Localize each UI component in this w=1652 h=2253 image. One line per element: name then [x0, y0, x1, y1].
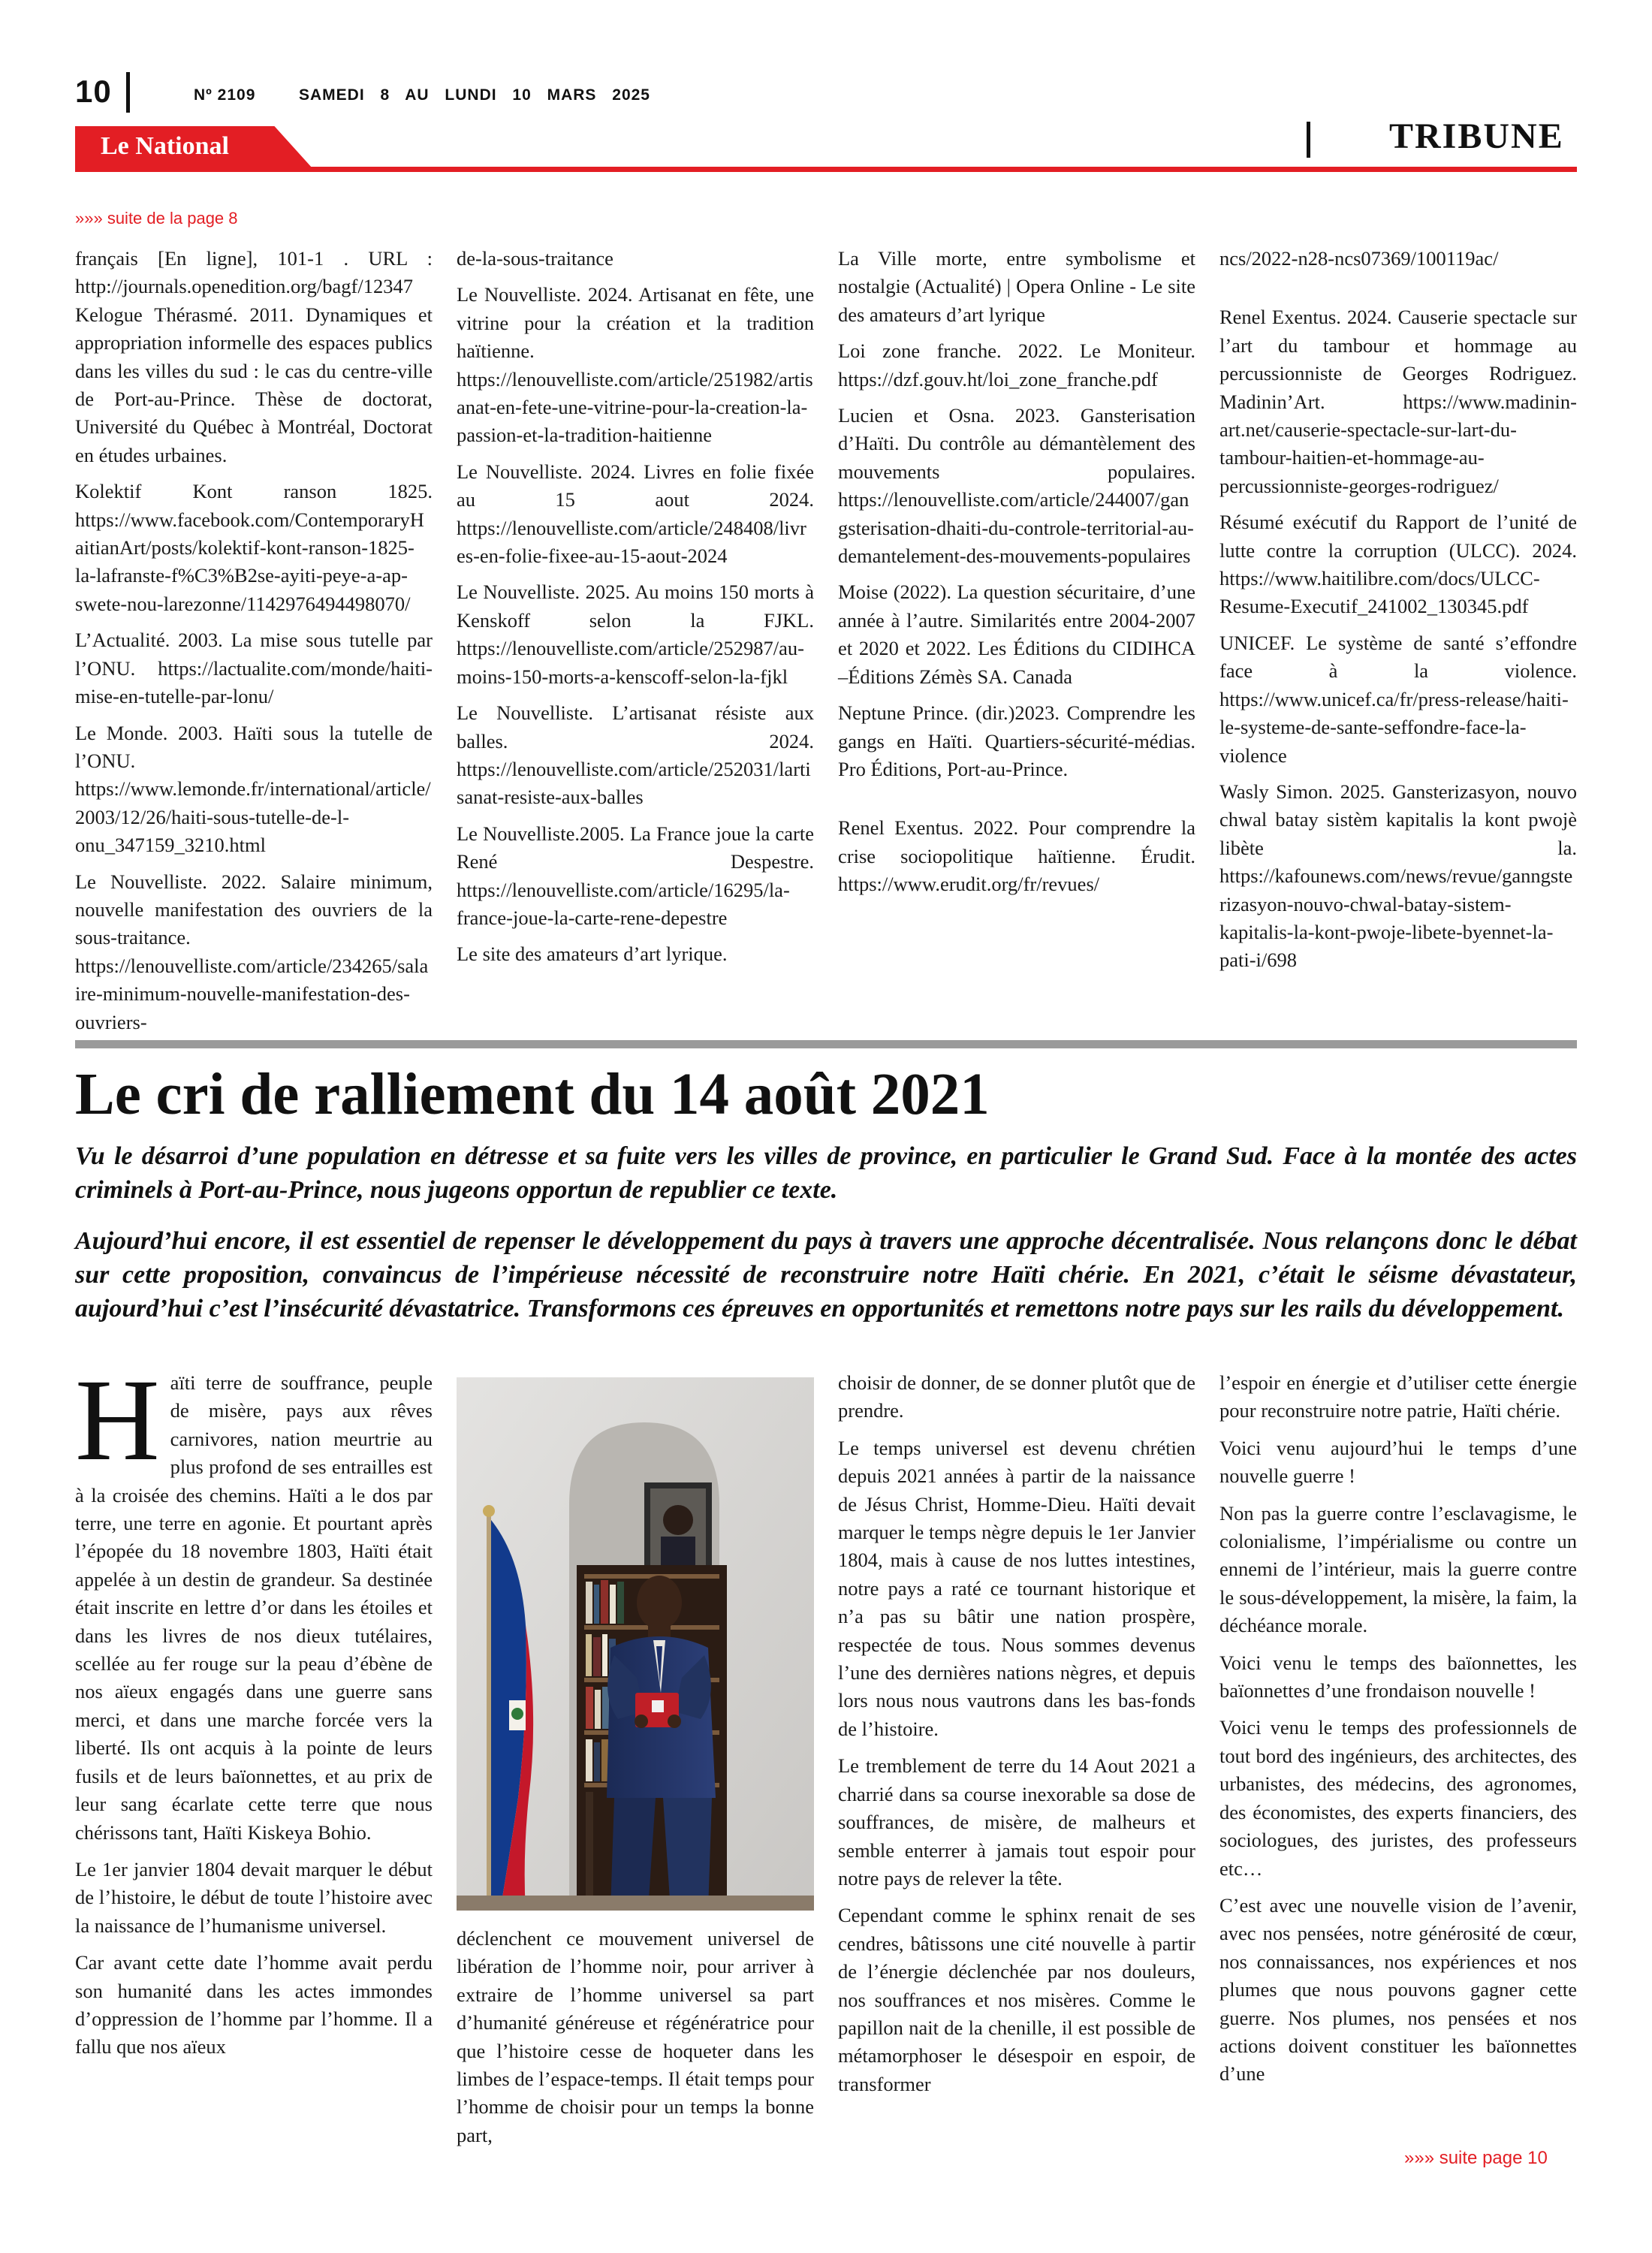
article-column-2 — [457, 1925, 814, 2158]
reference-entry: Kolektif Kont ranson 1825. https://www.facebook.com/ContemporaryHaitianArt/posts/kolektif-kont-ranson-1825-la-lafranste-f%C3%B2se-ayiti-peye-a-ap-swete-nou-larezonne/1142976494498070/ — [75, 480, 433, 615]
reference-entry: Neptune Prince. (dir.)2023. Comprendre les gangs en Haïti. Quartiers-sécurité-médias. Pro Éditions, Port-au-Prince. — [838, 701, 1195, 780]
reference-entry: Wasly Simon. 2025. Gansterizasyon, nouvo chwal batay sistèm kapitalis la kont pwojè libète la. https://kafounews.com/news/revue/ganngsterizasyon-nouvo-chwal-batay-sistem-kapitalis-la-kont-pwoje-libete-byennet-la-pati-i/698 — [1219, 780, 1577, 972]
reference-entry: Le Nouvelliste. 2022. Salaire minimum, nouvelle manifestation des ouvriers de la sous-traitance. https://lenouvelliste.com/article/234265/salaire-minimum-nouvelle-manifestation-des-ouvriers- — [75, 870, 433, 1033]
reference-entry: Le Monde. 2003. Haïti sous la tutelle de l’ONU. https://www.lemonde.fr/international/article/2003/12/26/haiti-sous-tutelle-de-l-onu_347159_3210.html — [75, 721, 433, 857]
references-column-2 — [457, 245, 814, 977]
reference-entry: Renel Exentus. 2022. Pour comprendre la crise sociopolitique haïtienne. Érudit. https://www.erudit.org/fr/revues/ — [838, 816, 1195, 896]
reference-entry: UNICEF. Le système de santé s’effondre face à la violence. https://www.unicef.ca/fr/press-release/haiti-le-systeme-de-sante-seffondre-face-la-violence — [1219, 631, 1577, 767]
reference-entry: de-la-sous-traitance — [457, 247, 613, 270]
reference-entry: Le Nouvelliste. 2024. Artisanat en fête, une vitrine pour la création et la tradition haïtienne. https://lenouvelliste.com/article/251982/artisanat-en-fete-une-vitrine-pour-la-creation-la-passion-et-la-tradition-haitienne — [457, 283, 814, 447]
article-paragraph: l’espoir en énergie et d’utiliser cette énergie pour reconstruire notre patrie, Haïti chérie. — [1219, 1371, 1577, 1422]
reference-entry: Loi zone franche. 2022. Le Moniteur. https://dzf.gouv.ht/loi_zone_franche.pdf — [838, 339, 1195, 391]
article-paragraph: Le temps universel est devenu chrétien depuis 2021 années à partir de la naissance de Jésus Christ, Homme-Dieu. Haïti devait marquer le temps nègre depuis le 1er Janvier 1804, mais à cause de nos luttes intestines, notre pays a raté ce tournant historique et n’a pas su bâtir une nation prospère, respectée de tous. Nous sommes devenus l’une des dernières nations nègres, et depuis lors nous nous vautrons dans les bas-fonds de l’histoire. — [838, 1436, 1195, 1740]
reference-entry: Le Nouvelliste.2005. La France joue la carte René Despestre. https://lenouvelliste.com/article/16295/la-france-joue-la-carte-rene-depestre — [457, 822, 814, 929]
article-paragraph: Voici venu aujourd’hui le temps d’une nouvelle guerre ! — [1219, 1436, 1577, 1488]
article-paragraph: C’est avec une nouvelle vision de l’avenir, avec nos pensées, notre générosité de cœur, nos connaissances, nos expériences et nos plumes que nous pouvons gagner cette guerre. Nos plumes, nos pensées et nos actions doivent constituer les baïonnettes d’une — [1219, 1893, 1577, 2086]
article-headline: Le cri de ralliement du 14 août 2021 — [75, 1062, 990, 1127]
continued-on-label: »»» suite page 10 — [1404, 2148, 1548, 2168]
article-paragraph: choisir de donner, de se donner plutôt que de prendre. — [838, 1371, 1195, 1422]
article-divider — [75, 1040, 1577, 1048]
article-paragraph: Car avant cette date l’homme avait perdu son humanité dans les actes immondes d’oppression de l’homme par l’homme. Il a fallu que nos aïeux — [75, 1951, 433, 2058]
paragraph-text: aïti terre de souffrance, peuple de misère, pays aux rêves carnivores, nation meurtrie au plus profond de ses entrailles est à la croisée des chemins. Haïti a le dos par terre, une terre en agonie. Et pourtant après l’épopée du 18 novembre 1803, Haïti était appelée à un destin de grandeur. Sa destinée était inscrite en lettre d’or dans les étoiles et dans les livres de nos dieux tutélaires, scellée au fer rouge sur la peau d’ébène de nos aïeux engagés dans une guerre sans merci, et dans une marche forcée vers la liberté. Ils ont acquis à la pointe de leurs fusils et de leurs baïonnettes, et au prix de leur sang écarlate cette terre que nous chérissons tant, Haïti Kiskeya Bohio. — [75, 1371, 433, 1844]
reference-entry: Le Nouvelliste. 2025. Au moins 150 morts à Kenskoff selon la FJKL. https://lenouvelliste.com/article/252987/au-moins-150-morts-a-kenscoff-selon-la-fjkl — [457, 581, 814, 688]
reference-entry: Résumé exécutif du Rapport de l’unité de lutte contre la corruption (ULCC). 2024. https://www.haitilibre.com/docs/ULCC-Resume-Executif_241002_130345.pdf — [1219, 511, 1577, 618]
page-number: 10 — [75, 74, 112, 109]
article-paragraph: Le 1er janvier 1804 devait marquer le début de l’histoire, le début de toute l’histoire avec la naissance de l’humanisme universel. — [75, 1857, 433, 1937]
reference-entry: La Ville morte, entre symbolisme et nostalgie (Actualité) | Opera Online - Le site des amateurs d’art lyrique — [838, 247, 1195, 326]
header-rule — [75, 167, 1577, 172]
article-column-4 — [1219, 1369, 1577, 2098]
reference-entry: ncs/2022-n28-ncs07369/100119ac/ — [1219, 247, 1499, 270]
article-column-1 — [75, 1355, 433, 2071]
article-paragraph: Voici venu le temps des baïonnettes, les baïonnettes d’une frondaison nouvelle ! — [1219, 1651, 1577, 1703]
article-paragraph: déclenchent ce mouvement universel de libération de l’homme noir, pour arriver à extraire de l’homme universel sa part d’humanité généreuse et régénératrice pour que l’histoire cesse de hoqueter dans les limbes de l’espace-temps. Il était temps pour l’homme de choisir pour un temps la bonne part, — [457, 1927, 814, 2146]
article-paragraph — [75, 1355, 433, 1847]
section-divider — [1307, 122, 1310, 158]
article-intro: Aujourd’hui encore, il est essentiel de repenser le développement du pays à travers une approche décentralisée. Nous relançons donc le débat sur cette proposition, convaincus de l’impérieuse nécessité de reconstruire notre Haïti chérie. En 2021, c’était le séisme dévastateur, aujourd’hui c’est l’insécurité dévastatrice. Transformons ces épreuves en opportunités et remettons notre pays sur les rails du développement. — [75, 1227, 1577, 1323]
continued-from: »»» suite de la page 8 — [75, 209, 238, 228]
article-photo — [457, 1377, 814, 1911]
newspaper-logo: Le National — [101, 132, 229, 160]
article-intro: Vu le désarroi d’une population en détresse et sa fuite vers les villes de province, en particulier le Grand Sud. Face à la montée des actes criminels à Port-au-Prince, nous jugeons opportun de republier ce texte. — [75, 1142, 1577, 1204]
reference-entry: L’Actualité. 2003. La mise sous tutelle par l’ONU. https://lactualite.com/monde/haiti-mise-en-tutelle-par-lonu/ — [75, 629, 433, 708]
section-title: TRIBUNE — [1389, 116, 1564, 156]
article-paragraph: Le tremblement de terre du 14 Aout 2021 a charrié dans sa course inexorable sa dose de souffrances, de misère, de malheurs et semble enterrer à jamais tout espoir pour notre pays de relever la tête. — [838, 1754, 1195, 1890]
reference-entry: Lucien et Osna. 2023. Gansterisation d’Haïti. Du contrôle au démantèlement des mouvements populaires. https://lenouvelliste.com/article/244007/gangsterisation-dhaiti-du-controle-territorial-au-demantelement-des-mouvements-populaires — [838, 404, 1195, 568]
references-column-1 — [75, 245, 433, 1045]
drop-cap: H — [75, 1355, 160, 1485]
issue-number: Nº 2109 — [194, 86, 256, 104]
reference-entry: Le site des amateurs d’art lyrique. — [457, 943, 728, 966]
continued-on — [1404, 2148, 1548, 2169]
references-column-4 — [1219, 245, 1577, 983]
page-number-divider — [126, 72, 130, 113]
article-column-3 — [838, 1369, 1195, 2107]
issue-date: SAMEDI 8 AU LUNDI 10 MARS 2025 — [299, 86, 650, 104]
reference-entry: Le Nouvelliste. L’artisanat résiste aux balles. 2024. https://lenouvelliste.com/article/252031/lartisanat-resiste-aux-balles — [457, 701, 814, 809]
reference-entry: Renel Exentus. 2024. Causerie spectacle sur l’art du tambour et hommage au percussionniste de Georges Rodriguez. Madinin’Art. https://www.madinin-art.net/causerie-spectacle-sur-lart-du-tambour-haitien-et-hommage-au-percussionniste-georges-rodriguez/ — [1219, 306, 1577, 497]
article-paragraph: Voici venu le temps des professionnels de tout bord des ingénieurs, des architectes, des urbanistes, des médecins, des agronomes, des économistes, des experts financiers, des sociologues, des juristes, des professeurs etc… — [1219, 1716, 1577, 1880]
reference-entry: Moise (2022). La question sécuritaire, d’une année à l’autre. Similarités entre 2004-2007 et 2020 et 2022. Les Éditions du CIDIHCA –Éditions Zémès SA. Canada — [838, 581, 1195, 688]
reference-entry: français [En ligne], 101-1 . URL : http://journals.openedition.org/bagf/12347 Kelogue Thérasmé. 2011. Dynamiques et appropriation informelle des espaces publics dans les villes du sud : le cas du centre-ville de Port-au-Prince. Thèse de doctorat, Université du Québec à Montréal, Doctorat en études urbaines. — [75, 247, 433, 466]
references-column-3 — [838, 245, 1195, 907]
article-paragraph: Non pas la guerre contre l’esclavagisme, le colonialisme, l’impérialisme ou contre un ennemi de l’intérieur, mais la guerre contre le sous-développement, la misère, la faim, la déchéance morale. — [1219, 1501, 1577, 1637]
article-paragraph: Cependant comme le sphinx renait de ses cendres, bâtissons une cité nouvelle à partir de l’énergie déclenchée par nos douleurs, nos souffrances et nos misères. Comme le papillon nait de la chenille, il est possible de métamorphoser le désespoir en espoir, de transformer — [838, 1904, 1195, 2095]
reference-entry: Le Nouvelliste. 2024. Livres en folie fixée au 15 aout 2024. https://lenouvelliste.com/article/248408/livres-en-folie-fixee-au-15-aout-2024 — [457, 460, 814, 568]
